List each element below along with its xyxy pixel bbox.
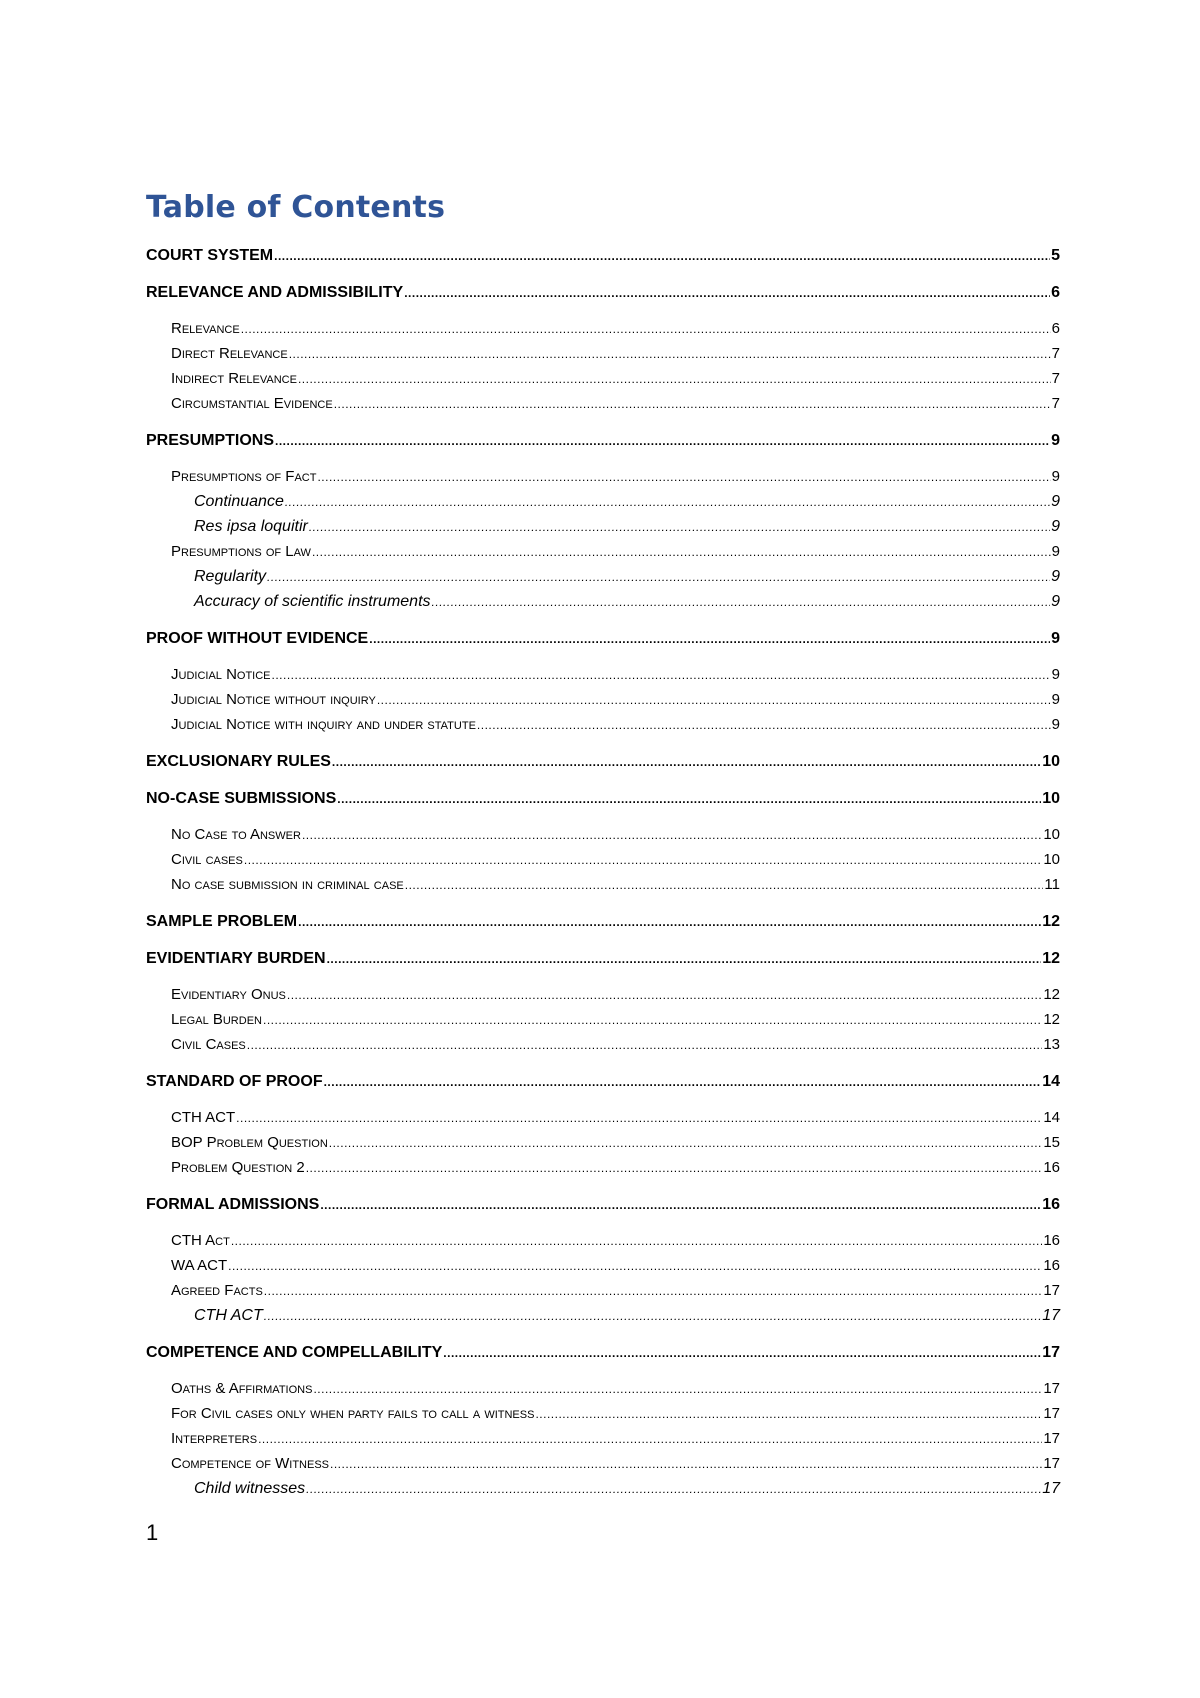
toc-entry-label: EVIDENTIARY BURDEN [146, 950, 326, 967]
toc-entry-level-1[interactable] [146, 428, 1060, 453]
toc-entry-level-2[interactable] [146, 872, 1060, 897]
toc-entry-level-2[interactable] [146, 822, 1060, 847]
toc-entry-label: Problem Question 2 [171, 1159, 305, 1176]
toc-entry-level-2[interactable] [146, 712, 1060, 737]
toc-entry-label: No Case to Answer [171, 826, 301, 843]
toc-entry-page-number: 14 [1042, 1073, 1060, 1090]
toc-entry-level-1[interactable] [146, 909, 1060, 934]
toc-entry-level-2[interactable] [146, 1228, 1060, 1253]
toc-entry-label: Judicial Notice with inquiry and under statute [171, 716, 476, 733]
toc-entry-level-1[interactable] [146, 1340, 1060, 1365]
toc-entry-level-2[interactable] [146, 982, 1060, 1007]
toc-entry-page-number: 6 [1051, 284, 1060, 301]
toc-entry-page-number: 7 [1051, 345, 1060, 362]
toc-entry-level-1[interactable] [146, 243, 1060, 268]
toc-entry-label: CTH ACT [194, 1307, 263, 1324]
toc-entry-page-number: 9 [1051, 568, 1060, 585]
toc-dot-leader [369, 627, 1050, 652]
toc-entry-label: For Civil cases only when party fails to call a witness [171, 1405, 535, 1422]
toc-entry-label: NO-CASE SUBMISSIONS [146, 790, 337, 807]
toc-entry-page-number: 16 [1043, 1257, 1060, 1274]
toc-entry-level-3[interactable] [146, 489, 1060, 514]
toc-entry-level-2[interactable] [146, 1007, 1060, 1032]
toc-entry-label: Continuance [194, 493, 284, 510]
toc-entry-page-number: 17 [1042, 1344, 1060, 1361]
toc-dot-leader [313, 1377, 1042, 1402]
toc-dot-leader [244, 848, 1042, 873]
toc-dot-leader [274, 244, 1050, 269]
toc-entry-level-2[interactable] [146, 1253, 1060, 1278]
toc-dot-leader [404, 281, 1050, 306]
toc-entry-label: No case submission in criminal case [171, 876, 404, 893]
toc-dot-leader [306, 1156, 1043, 1181]
toc-entry-page-number: 9 [1051, 630, 1060, 647]
toc-entry-level-2[interactable] [146, 366, 1060, 391]
toc-dot-leader [443, 1341, 1041, 1366]
toc-entry-level-2[interactable] [146, 1130, 1060, 1155]
toc-entry-level-1[interactable] [146, 1069, 1060, 1094]
toc-dot-leader [309, 515, 1050, 540]
toc-dot-leader [264, 1304, 1041, 1329]
toc-entry-level-1[interactable] [146, 1192, 1060, 1217]
toc-dot-leader [405, 873, 1044, 898]
toc-entry-level-2[interactable] [146, 687, 1060, 712]
toc-entry-level-2[interactable] [146, 1032, 1060, 1057]
toc-entry-page-number: 12 [1042, 950, 1060, 967]
toc-entry-page-number: 9 [1051, 468, 1060, 485]
toc-entry-page-number: 13 [1043, 1036, 1060, 1053]
toc-entry-level-1[interactable] [146, 280, 1060, 305]
toc-dot-leader [535, 1402, 1042, 1427]
toc-dot-leader [334, 392, 1051, 417]
toc-dot-leader [228, 1254, 1042, 1279]
toc-dot-leader [275, 429, 1050, 454]
toc-entry-level-2[interactable] [146, 1376, 1060, 1401]
toc-dot-leader [264, 1279, 1043, 1304]
toc-dot-leader [298, 910, 1041, 935]
toc-entry-label: Judicial Notice [171, 666, 271, 683]
toc-entry-label: Child witnesses [194, 1480, 306, 1497]
toc-entry-label: Competence of Witness [171, 1455, 330, 1472]
toc-entry-level-1[interactable] [146, 749, 1060, 774]
toc-entry-page-number: 9 [1051, 593, 1060, 610]
toc-title: Table of Contents [146, 190, 446, 225]
toc-entry-level-2[interactable] [146, 316, 1060, 341]
toc-entry-level-3[interactable] [146, 514, 1060, 539]
toc-entry-level-3[interactable] [146, 564, 1060, 589]
toc-dot-leader [263, 1008, 1042, 1033]
toc-dot-leader [289, 342, 1051, 367]
toc-entry-level-2[interactable] [146, 391, 1060, 416]
toc-entry-page-number: 17 [1043, 1380, 1060, 1397]
toc-entry-level-2[interactable] [146, 1105, 1060, 1130]
toc-entry-label: BOP Problem Question [171, 1134, 328, 1151]
toc-entry-label: Legal Burden [171, 1011, 262, 1028]
toc-entry-page-number: 7 [1051, 395, 1060, 412]
toc-entry-page-number: 17 [1043, 1405, 1060, 1422]
toc-entry-label: RELEVANCE AND ADMISSIBILITY [146, 284, 404, 301]
toc-dot-leader [272, 663, 1051, 688]
toc-dot-leader [267, 565, 1050, 590]
toc-entry-level-1[interactable] [146, 626, 1060, 651]
toc-entry-label: PRESUMPTIONS [146, 432, 275, 449]
toc-entry-page-number: 9 [1051, 493, 1060, 510]
toc-dot-leader [241, 317, 1051, 342]
toc-entry-page-number: 9 [1051, 691, 1060, 708]
toc-entry-level-2[interactable] [146, 341, 1060, 366]
toc-entry-level-2[interactable] [146, 662, 1060, 687]
toc-entry-label: COMPETENCE AND COMPELLABILITY [146, 1344, 443, 1361]
toc-entry-label: Indirect Relevance [171, 370, 297, 387]
toc-dot-leader [337, 787, 1041, 812]
toc-dot-leader [302, 823, 1042, 848]
toc-entry-label: Civil Cases [171, 1036, 246, 1053]
toc-entry-label: Agreed Facts [171, 1282, 263, 1299]
toc-entry-page-number: 12 [1043, 986, 1060, 1003]
toc-entry-label: Civil cases [171, 851, 243, 868]
toc-entry-page-number: 9 [1051, 716, 1060, 733]
toc-dot-leader [330, 1452, 1042, 1477]
toc-entry-label: WA ACT [171, 1257, 228, 1274]
toc-dot-leader [320, 1193, 1041, 1218]
toc-entry-label: Circumstantial Evidence [171, 395, 333, 412]
toc-entry-label: Evidentiary Onus [171, 986, 286, 1003]
toc-dot-leader [324, 1070, 1042, 1095]
toc-dot-leader [258, 1427, 1042, 1452]
toc-entry-page-number: 9 [1051, 543, 1060, 560]
toc-dot-leader [287, 983, 1042, 1008]
toc-entry-page-number: 7 [1051, 370, 1060, 387]
toc-entry-page-number: 16 [1043, 1159, 1060, 1176]
toc-dot-leader [236, 1106, 1042, 1131]
toc-entry-level-2[interactable] [146, 539, 1060, 564]
toc-entry-label: Accuracy of scientific instruments [194, 593, 431, 610]
toc-dot-leader [332, 750, 1041, 775]
toc-entry-page-number: 9 [1051, 518, 1060, 535]
toc-entry-level-3[interactable] [146, 1303, 1060, 1328]
toc-entry-page-number: 10 [1043, 851, 1060, 868]
toc-entry-level-3[interactable] [146, 1476, 1060, 1501]
toc-entry-label: FORMAL ADMISSIONS [146, 1196, 320, 1213]
toc-entry-level-3[interactable] [146, 589, 1060, 614]
toc-entry-label: Regularity [194, 568, 267, 585]
toc-entry-page-number: 17 [1042, 1480, 1060, 1497]
toc-dot-leader [298, 367, 1051, 392]
toc-dot-leader [327, 947, 1042, 972]
toc-dot-leader [312, 540, 1051, 565]
toc-entry-list [146, 243, 1060, 1501]
toc-entry-page-number: 14 [1043, 1109, 1060, 1126]
toc-entry-level-2[interactable] [146, 464, 1060, 489]
toc-entry-level-2[interactable] [146, 1278, 1060, 1303]
toc-dot-leader [247, 1033, 1043, 1058]
toc-entry-label: Res ipsa loquitir [194, 518, 308, 535]
toc-entry-label: SAMPLE PROBLEM [146, 913, 298, 930]
toc-entry-label: PROOF WITHOUT EVIDENCE [146, 630, 369, 647]
toc-dot-leader [477, 713, 1051, 738]
toc-entry-page-number: 10 [1042, 753, 1060, 770]
toc-entry-page-number: 17 [1043, 1282, 1060, 1299]
toc-dot-leader [306, 1477, 1041, 1502]
toc-entry-label: COURT SYSTEM [146, 247, 274, 264]
toc-entry-page-number: 17 [1043, 1430, 1060, 1447]
toc-entry-label: Direct Relevance [171, 345, 288, 362]
toc-entry-label: Presumptions of Law [171, 543, 311, 560]
toc-entry-page-number: 10 [1043, 826, 1060, 843]
toc-dot-leader [432, 590, 1051, 615]
toc-entry-page-number: 17 [1042, 1307, 1060, 1324]
toc-entry-page-number: 17 [1043, 1455, 1060, 1472]
toc-entry-page-number: 12 [1043, 1011, 1060, 1028]
toc-entry-level-1[interactable] [146, 946, 1060, 971]
toc-entry-page-number: 5 [1051, 247, 1060, 264]
toc-entry-label: CTH Act [171, 1232, 230, 1249]
toc-entry-label: STANDARD OF PROOF [146, 1073, 323, 1090]
toc-dot-leader [329, 1131, 1043, 1156]
page-number: 1 [146, 1520, 159, 1545]
toc-entry-page-number: 6 [1051, 320, 1060, 337]
toc-entry-page-number: 15 [1043, 1134, 1060, 1151]
toc-entry-label: Oaths & Affirmations [171, 1380, 313, 1397]
toc-entry-label: Presumptions of Fact [171, 468, 317, 485]
toc-entry-page-number: 12 [1042, 913, 1060, 930]
toc-dot-leader [231, 1229, 1042, 1254]
toc-entry-page-number: 10 [1042, 790, 1060, 807]
toc-entry-page-number: 11 [1044, 876, 1060, 893]
toc-dot-leader [377, 688, 1051, 713]
toc-entry-level-1[interactable] [146, 786, 1060, 811]
toc-entry-page-number: 16 [1043, 1232, 1060, 1249]
toc-entry-level-2[interactable] [146, 1401, 1060, 1426]
toc-entry-level-2[interactable] [146, 1451, 1060, 1476]
toc-entry-level-2[interactable] [146, 1155, 1060, 1180]
toc-entry-label: Judicial Notice without inquiry [171, 691, 376, 708]
toc-entry-label: Interpreters [171, 1430, 258, 1447]
toc-entry-page-number: 9 [1051, 666, 1060, 683]
toc-entry-label: Relevance [171, 320, 240, 337]
toc-entry-label: CTH ACT [171, 1109, 236, 1126]
toc-dot-leader [285, 490, 1050, 515]
toc-dot-leader [317, 465, 1050, 490]
toc-entry-page-number: 16 [1042, 1196, 1060, 1213]
toc-entry-label: EXCLUSIONARY RULES [146, 753, 331, 770]
toc-entry-level-2[interactable] [146, 847, 1060, 872]
toc-entry-level-2[interactable] [146, 1426, 1060, 1451]
toc-entry-page-number: 9 [1051, 432, 1060, 449]
